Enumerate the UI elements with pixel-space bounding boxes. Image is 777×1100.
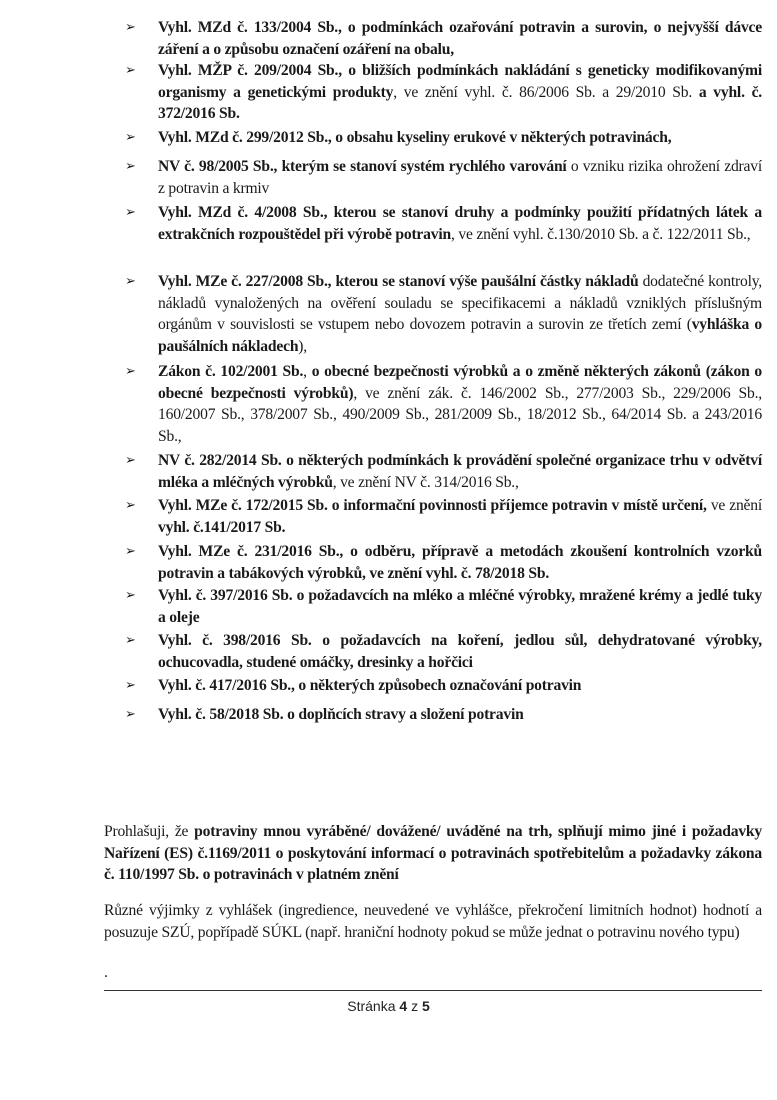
arrow-bullet-icon: ➢ <box>125 274 136 289</box>
bold-text: Vyhl. MZe č. 227/2008 Sb., kterou se stanoví výše paušální částky nákladů <box>158 273 639 290</box>
bold-text: a vyhl. č. 372/2016 Sb. <box>158 83 762 122</box>
paragraph <box>104 962 762 984</box>
text: , ve znění zák. č. 146/2002 Sb., 277/2003 Sb., 229/2006 Sb., 160/2007 Sb., 378/2007 Sb., 490/2009 Sb., 281/2009 Sb., 18/2012 Sb., 64/2014 Sb. a 243/2016 Sb., <box>158 384 762 445</box>
bold-text: o obecné bezpečnosti výrobků a o změně některých zákonů (zákon o obecné bezpečnosti výrobků) <box>158 363 762 402</box>
page-total: 5 <box>421 998 430 1014</box>
text: dodatečné kontroly, nákladů vynaložených na ověření souladu se specifikacemi a nákladů vzniklých příslušným orgánům v souvislosti se vstupem nebo dovozem potravin a surovin ze třetích zemí ( <box>158 273 762 333</box>
list-item <box>125 202 762 245</box>
bold-text: NV č. 98/2005 Sb., kterým se stanoví systém rychlého varování <box>158 158 567 175</box>
page-current: 4 <box>399 998 408 1014</box>
bold-text: Vyhl. č. 417/2016 Sb., o některých způsobech označování potravin <box>158 677 582 694</box>
bold-text: Vyhl. MŽP č. 209/2004 Sb., o bližších podmínkách nakládání s geneticky modifikovanými organismy a genetickými produkty <box>158 62 762 101</box>
list-item <box>125 675 762 697</box>
text: ve znění <box>706 497 762 514</box>
list-item <box>125 361 762 447</box>
list-item <box>125 17 762 60</box>
text: o vzniku rizika ohrožení zdraví z potravin a krmiv <box>158 158 762 197</box>
bold-text: NV č. 282/2014 Sb. o některých podmínkách k provádění společné organizace trhu v odvětví mléka a mléčných výrobků <box>158 452 762 491</box>
bold-text: Vyhl. MZe č. 231/2016 Sb., o odběru, přípravě a metodách zkoušení kontrolních vzorků potravin a tabákových výrobků, ve znění vyhl. č. 78/2018 Sb. <box>158 543 762 582</box>
arrow-bullet-icon: ➢ <box>125 130 136 145</box>
list-item <box>125 127 762 149</box>
arrow-bullet-icon: ➢ <box>125 678 136 693</box>
arrow-bullet-icon: ➢ <box>125 364 136 379</box>
arrow-bullet-icon: ➢ <box>125 707 136 722</box>
paragraph <box>104 900 762 943</box>
text: , <box>303 363 312 380</box>
bold-text: Vyhl. č. 58/2018 Sb. o doplňcích stravy a složení potravin <box>158 706 524 723</box>
bold-text: Vyhl. MZd č. 299/2012 Sb., o obsahu kyseliny erukové v některých potravinách, <box>158 129 672 146</box>
list-item <box>125 630 762 673</box>
text: , ve znění vyhl. č. 86/2006 Sb. a 29/2010 Sb. <box>393 83 699 101</box>
list-item <box>125 495 762 538</box>
list-item <box>125 271 762 357</box>
bold-text: vyhl. č.141/2017 Sb. <box>158 518 286 536</box>
arrow-bullet-icon: ➢ <box>125 453 136 468</box>
page-separator: z <box>411 998 419 1014</box>
bold-text: Vyhl. MZd č. 4/2008 Sb., kterou se stanoví druhy a podmínky použití přídatných látek a extrakčních rozpouštědel při výrobě potravin <box>158 204 762 243</box>
text: Různé výjimky z vyhlášek (ingredience, neuvedené ve vyhlášce, překročení limitních hodnot) hodnotí a posuzuje SZÚ, popřípadě SÚKL (např. hraniční hodnoty pokud se může jednat o potravinu nového typu) <box>104 902 762 941</box>
list-item <box>125 704 762 726</box>
page-label: Stránka <box>347 998 396 1014</box>
paragraph <box>104 821 762 886</box>
arrow-bullet-icon: ➢ <box>125 159 136 174</box>
text: , ve znění NV č. 314/2016 Sb., <box>332 473 519 491</box>
list-item <box>125 541 762 584</box>
list-item <box>125 585 762 628</box>
text: , ve znění vyhl. č.130/2010 Sb. a č. 122/2011 Sb., <box>450 225 751 243</box>
arrow-bullet-icon: ➢ <box>125 205 136 220</box>
arrow-bullet-icon: ➢ <box>125 498 136 513</box>
list-item <box>125 156 762 199</box>
bold-text: Zákon č. 102/2001 Sb. <box>158 363 304 380</box>
bold-text: potraviny mnou vyráběné/ dovážené/ uváděné na trh, splňují mimo jiné i požadavky Nařízení (ES) č.1169/2011 o poskytování informací o potravinách spotřebitelům a požadavky zákona č. 110/1997 Sb. o potravinách v platném znění <box>104 823 762 883</box>
page-footer <box>0 998 777 1014</box>
arrow-bullet-icon: ➢ <box>125 544 136 559</box>
bold-text: Vyhl. MZe č. 172/2015 Sb. o informační povinnosti příjemce potravin v místě určení, <box>158 497 707 514</box>
bold-text: Vyhl. č. 398/2016 Sb. o požadavcích na koření, jedlou sůl, dehydratované výrobky, ochucovadla, studené omáčky, dresinky a hořčici <box>158 632 762 671</box>
footer-divider <box>104 990 762 991</box>
arrow-bullet-icon: ➢ <box>125 588 136 603</box>
arrow-bullet-icon: ➢ <box>125 20 136 35</box>
arrow-bullet-icon: ➢ <box>125 633 136 648</box>
bold-text: Vyhl. č. 397/2016 Sb. o požadavcích na mléko a mléčné výrobky, mražené krémy a jedlé tuky a oleje <box>158 587 762 626</box>
bold-text: Vyhl. MZd č. 133/2004 Sb., o podmínkách ozařování potravin a surovin, o nejvyšší dávce záření a o způsobu označení ozáření na obalu, <box>158 19 762 58</box>
text: Prohlašuji, že <box>104 823 195 840</box>
text: . <box>104 964 108 981</box>
bold-text: vyhláška o paušálních nákladech <box>158 316 762 355</box>
list-item <box>125 60 762 125</box>
arrow-bullet-icon: ➢ <box>125 63 136 78</box>
list-item <box>125 450 762 493</box>
text: ), <box>298 337 307 355</box>
